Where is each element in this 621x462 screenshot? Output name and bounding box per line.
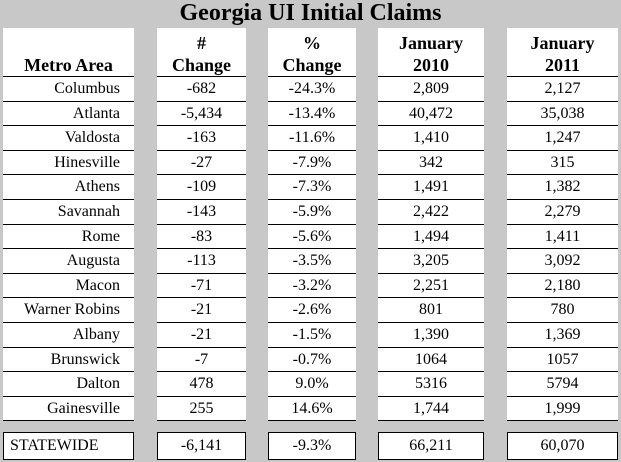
column-header-line: Change (171, 55, 231, 75)
table-cell: 35,038 (507, 102, 618, 127)
table-cell: 2,422 (378, 200, 484, 225)
table-cell: -3.5% (268, 249, 356, 274)
column-january-2010 (378, 28, 484, 421)
table-cell: -109 (157, 175, 246, 200)
column-header-line: 2010 (413, 55, 449, 75)
table-cell: -7 (157, 348, 246, 373)
metro-name-cell: Atlanta (3, 102, 134, 127)
table-cell: 1,999 (507, 397, 618, 422)
table-cell: 40,472 (378, 102, 484, 127)
table-title: Georgia UI Initial Claims (179, 0, 442, 26)
metro-name-cell: Hinesville (3, 151, 134, 176)
column-number-change (157, 28, 246, 421)
table-cell: -7.3% (268, 175, 356, 200)
column-header (378, 28, 484, 77)
column-metro-area (3, 28, 134, 421)
metro-name-cell: Savannah (3, 200, 134, 225)
table-cell: -5.6% (268, 225, 356, 250)
table-cell: -143 (157, 200, 246, 225)
table-cell: 1,491 (378, 175, 484, 200)
table-cell: 2,127 (507, 77, 618, 102)
table-cell: 780 (507, 298, 618, 323)
table-cell: -5.9% (268, 200, 356, 225)
table-cell: -682 (157, 77, 246, 102)
table-cell: 3,205 (378, 249, 484, 274)
metro-name-cell: Valdosta (3, 126, 134, 151)
table-cell: 1,247 (507, 126, 618, 151)
table-cell: -21 (157, 323, 246, 348)
table-cell: 801 (378, 298, 484, 323)
column-header-line: January (530, 33, 595, 53)
table-cell: -13.4% (268, 102, 356, 127)
column-header-line: Change (282, 55, 342, 75)
table-cell: 1,494 (378, 225, 484, 250)
table-cell: 1,410 (378, 126, 484, 151)
table-cell: 1057 (507, 348, 618, 373)
table-cell: -113 (157, 249, 246, 274)
table-cell: 2,180 (507, 274, 618, 299)
statewide-label: STATEWIDE (3, 432, 134, 460)
column-percent-change (268, 28, 356, 421)
table-cell: 5316 (378, 372, 484, 397)
statewide-cell: 60,070 (507, 432, 618, 460)
table-cell: -21 (157, 298, 246, 323)
statewide-cell: -9.3% (268, 432, 356, 460)
table-cell: 2,251 (378, 274, 484, 299)
statewide-cell: -6,141 (157, 432, 246, 460)
table-cell: 478 (157, 372, 246, 397)
table-cell: 14.6% (268, 397, 356, 422)
column-header-line: # (197, 33, 206, 53)
metro-name-cell: Augusta (3, 249, 134, 274)
statewide-cell: 66,211 (378, 432, 484, 460)
table-cell: -5,434 (157, 102, 246, 127)
table-cell: -163 (157, 126, 246, 151)
metro-name-cell: Brunswick (3, 348, 134, 373)
table-cell: -83 (157, 225, 246, 250)
table-cell: -3.2% (268, 274, 356, 299)
table-cell: 2,809 (378, 77, 484, 102)
table-cell: 9.0% (268, 372, 356, 397)
table-cell: 315 (507, 151, 618, 176)
table-cell: 1,382 (507, 175, 618, 200)
metro-name-cell: Gainesville (3, 397, 134, 422)
column-header-line: % (303, 33, 321, 53)
column-header-line: January (398, 33, 463, 53)
table-cell: -1.5% (268, 323, 356, 348)
column-header (507, 28, 618, 77)
table-cell: 1,369 (507, 323, 618, 348)
table-cell: -0.7% (268, 348, 356, 373)
table-cell: -24.3% (268, 77, 356, 102)
table-cell: -7.9% (268, 151, 356, 176)
table-cell: -71 (157, 274, 246, 299)
table-cell: 1064 (378, 348, 484, 373)
table-cell: 1,411 (507, 225, 618, 250)
table-cell: 255 (157, 397, 246, 422)
column-january-2011 (507, 28, 618, 421)
table-cell: -11.6% (268, 126, 356, 151)
column-header (157, 28, 246, 77)
table-cell: 2,279 (507, 200, 618, 225)
table-cell: -2.6% (268, 298, 356, 323)
table-cell: 3,092 (507, 249, 618, 274)
metro-name-cell: Columbus (3, 77, 134, 102)
metro-name-cell: Albany (3, 323, 134, 348)
table-cell: 5794 (507, 372, 618, 397)
metro-name-cell: Athens (3, 175, 134, 200)
table-cell: 342 (378, 151, 484, 176)
metro-name-cell: Dalton (3, 372, 134, 397)
column-header (268, 28, 356, 77)
table-cell: -27 (157, 151, 246, 176)
metro-name-cell: Rome (3, 225, 134, 250)
table-cell: 1,390 (378, 323, 484, 348)
table-cell: 1,744 (378, 397, 484, 422)
metro-name-cell: Warner Robins (3, 298, 134, 323)
column-header (3, 28, 134, 77)
metro-name-cell: Macon (3, 274, 134, 299)
column-header-line: 2011 (544, 55, 580, 75)
column-header-line: Metro Area (24, 55, 113, 75)
